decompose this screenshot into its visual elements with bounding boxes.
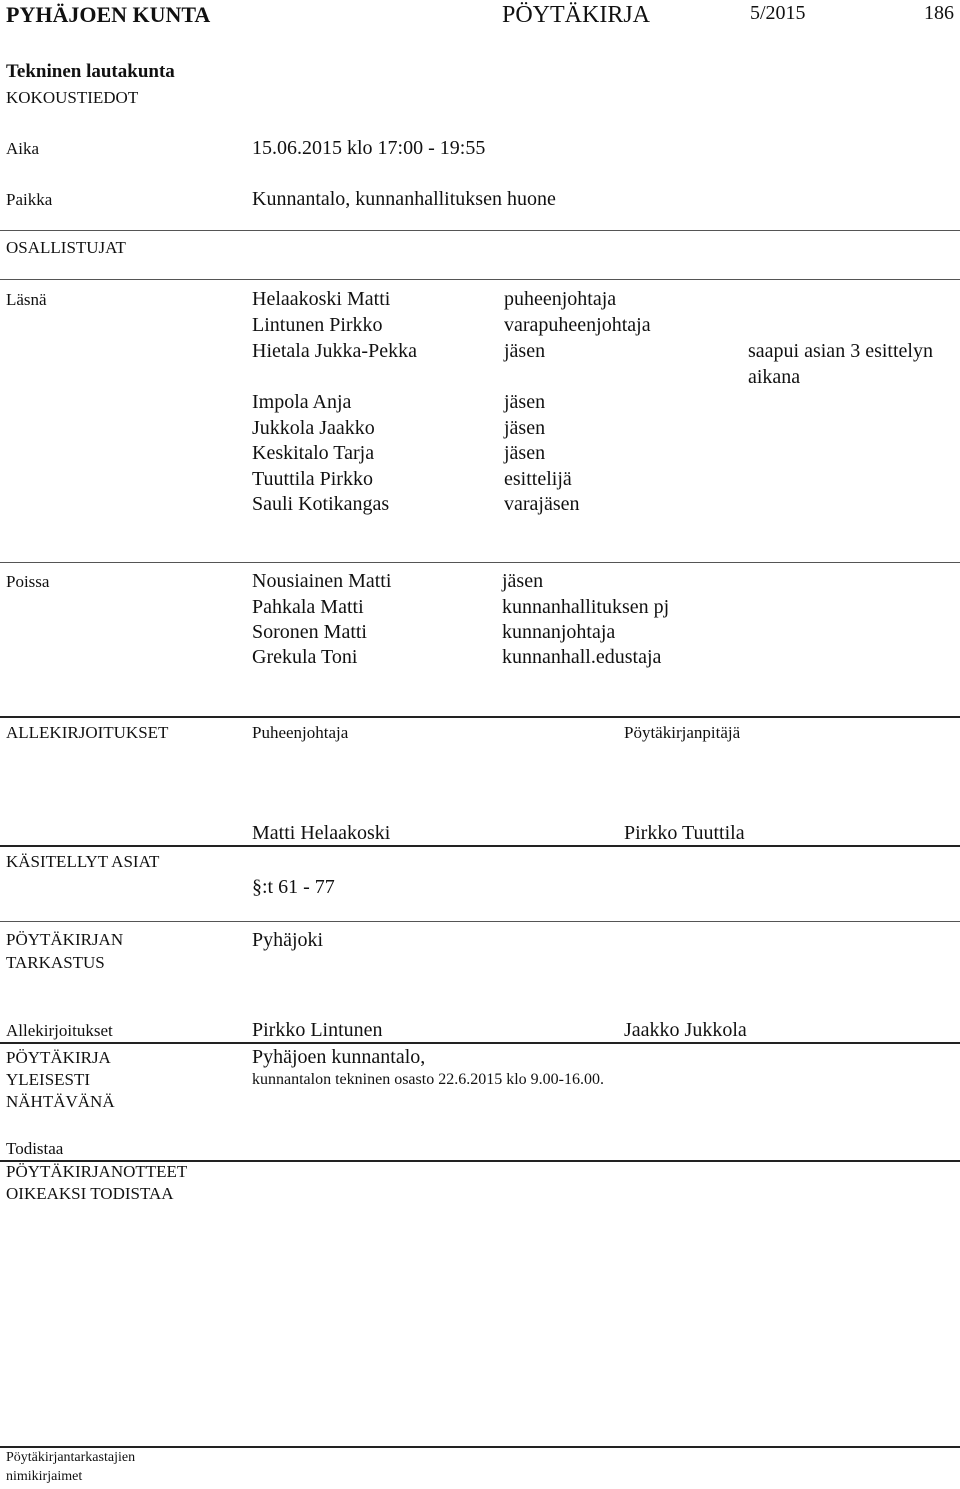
present-role: jäsen (504, 391, 546, 413)
divider (0, 921, 960, 922)
chair-label: Puheenjohtaja (252, 723, 349, 742)
absent-role: kunnanjohtaja (502, 621, 616, 643)
absent-name: Pahkala Matti (252, 596, 364, 618)
divider (0, 230, 960, 231)
meeting-number: 5/2015 (750, 2, 806, 24)
absent-name: Soronen Matti (252, 621, 367, 643)
reviewer-name: Jaakko Jukkola (624, 1019, 747, 1041)
present-name: Tuuttila Pirkko (252, 468, 373, 490)
present-role: puheenjohtaja (504, 288, 617, 310)
present-role: esittelijä (504, 468, 572, 490)
present-name: Impola Anja (252, 391, 352, 413)
present-name: Jukkola Jaakko (252, 417, 375, 439)
present-name: Lintunen Pirkko (252, 314, 383, 336)
public-details: kunnantalon tekninen osasto 22.6.2015 klo 9.00-16.00. (252, 1071, 604, 1088)
divider (0, 279, 960, 280)
present-label: Läsnä (6, 290, 47, 309)
review-place: Pyhäjoki (252, 929, 324, 951)
divider (0, 1446, 960, 1448)
participants-heading: OSALLISTUJAT (6, 238, 126, 257)
present-role: jäsen (504, 442, 546, 464)
excerpts-label: OIKEAKSI TODISTAA (6, 1184, 174, 1203)
review-label: TARKASTUS (6, 953, 105, 972)
arrival-note: saapui asian 3 esittelyn (748, 340, 933, 362)
time-label: Aika (6, 139, 40, 158)
place-label: Paikka (6, 190, 53, 209)
certify-label: Todistaa (6, 1139, 64, 1158)
arrival-note: aikana (748, 366, 801, 388)
secretary-name: Pirkko Tuuttila (624, 822, 745, 844)
absent-name: Grekula Toni (252, 646, 358, 668)
handled-label: KÄSITELLYT ASIAT (6, 852, 160, 871)
handled-value: §:t 61 - 77 (252, 876, 335, 898)
present-name: Sauli Kotikangas (252, 493, 390, 515)
divider (0, 562, 960, 563)
divider (0, 716, 960, 718)
page-number: 186 (924, 2, 954, 24)
divider (0, 845, 960, 847)
secretary-label: Pöytäkirjanpitäjä (624, 723, 741, 742)
absent-role: kunnanhallituksen pj (502, 596, 670, 618)
present-role: varajäsen (504, 493, 580, 515)
absent-role: jäsen (502, 570, 544, 592)
present-role: varapuheenjohtaja (504, 314, 651, 336)
signatures-label: ALLEKIRJOITUKSET (6, 723, 169, 742)
present-role: jäsen (504, 340, 546, 362)
divider (0, 1042, 960, 1044)
public-label: PÖYTÄKIRJA (6, 1048, 111, 1067)
review-sign-label: Allekirjoitukset (6, 1021, 113, 1040)
chair-name: Matti Helaakoski (252, 822, 391, 844)
time-value: 15.06.2015 klo 17:00 - 19:55 (252, 137, 486, 159)
present-name: Hietala Jukka-Pekka (252, 340, 417, 362)
public-place: Pyhäjoen kunnantalo, (252, 1046, 426, 1068)
public-label: YLEISESTI (6, 1070, 91, 1089)
public-label: NÄHTÄVÄNÄ (6, 1092, 115, 1111)
reviewer-name: Pirkko Lintunen (252, 1019, 383, 1041)
board-name: Tekninen lautakunta (6, 61, 175, 82)
municipality-name: PYHÄJOEN KUNTA (6, 2, 211, 27)
present-name: Keskitalo Tarja (252, 442, 375, 464)
excerpts-label: PÖYTÄKIRJANOTTEET (6, 1162, 188, 1181)
document-type: PÖYTÄKIRJA (502, 2, 651, 28)
footer-initials-label: nimikirjaimet (6, 1469, 83, 1484)
review-label: PÖYTÄKIRJAN (6, 930, 124, 949)
absent-label: Poissa (6, 572, 50, 591)
section-title: KOKOUSTIEDOT (6, 88, 139, 107)
footer-initials-label: Pöytäkirjantarkastajien (6, 1450, 136, 1465)
absent-name: Nousiainen Matti (252, 570, 392, 592)
place-value: Kunnantalo, kunnanhallituksen huone (252, 188, 556, 210)
absent-role: kunnanhall.edustaja (502, 646, 662, 668)
present-role: jäsen (504, 417, 546, 439)
present-name: Helaakoski Matti (252, 288, 391, 310)
